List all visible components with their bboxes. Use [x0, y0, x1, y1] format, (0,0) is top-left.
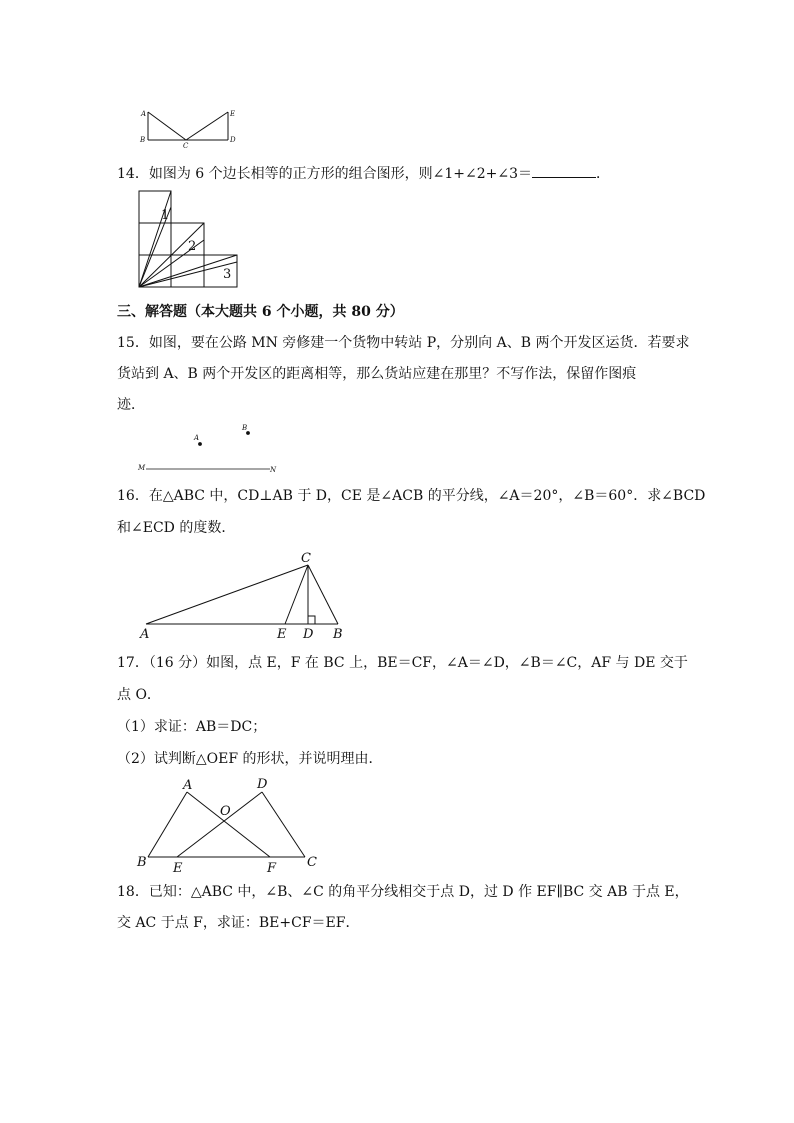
label-b: B — [137, 855, 147, 870]
label-a: A — [140, 627, 150, 642]
q14-end: ． — [596, 166, 610, 182]
question-18-line1: 18．已知：△ABC 中，∠B、∠C 的角平分线相交于点 D，过 D 作 EF∥BC 交 AB 于点 E， — [117, 884, 689, 900]
angle-label-3: 3 — [223, 267, 232, 282]
question-18-line2: 交 AC 于点 F，求证：BE+CF＝EF． — [117, 915, 360, 931]
question-17-line1: 17．（16 分）如图，点 E，F 在 BC 上，BE＝CF，∠A＝∠D，∠B＝∠C，AF 与 DE 交于 — [117, 655, 688, 671]
label-o: O — [220, 804, 231, 819]
label-a: A — [194, 434, 200, 442]
question-16-line2: 和∠ECD 的度数． — [117, 520, 236, 536]
label-c: C — [183, 142, 189, 150]
label-e: E — [230, 110, 236, 118]
angle-label-1: 1 — [161, 208, 170, 223]
label-b: B — [140, 136, 146, 144]
label-c: C — [301, 551, 311, 566]
figure-q17 — [135, 774, 325, 874]
label-b: B — [333, 627, 343, 642]
label-a: A — [141, 110, 147, 118]
figure-q14-squares — [138, 190, 240, 292]
figure-q16 — [138, 550, 348, 642]
question-17-part1: （1）求证：AB＝DC； — [117, 719, 267, 735]
question-15-line3: 迹． — [117, 397, 145, 413]
answer-blank[interactable] — [532, 165, 596, 178]
label-f: F — [267, 861, 277, 876]
figure-q15 — [138, 422, 278, 472]
label-b: B — [242, 424, 248, 432]
q14-text: 14．如图为 6 个边长相等的正方形的组合图形，则∠1+∠2+∠3＝ — [117, 166, 532, 182]
label-m: M — [138, 464, 146, 472]
label-e: E — [173, 861, 183, 876]
question-16-line1: 16．在△ABC 中，CD⊥AB 于 D，CE 是∠ACB 的平分线，∠A＝20°，∠B＝60°．求∠BCD — [117, 488, 706, 504]
label-a: A — [183, 778, 193, 793]
label-n: N — [270, 466, 277, 474]
question-15-line1: 15．如图，要在公路 MN 旁修建一个货物中转站 P，分别向 A、B 两个开发区运货．若要求 — [117, 335, 690, 351]
label-d: D — [303, 627, 314, 642]
question-15-line2: 货站到 A、B 两个开发区的距离相等，那么货站应建在那里？不写作法，保留作图痕 — [117, 366, 637, 382]
question-17-part2: （2）试判断△OEF 的形状，并说明理由． — [117, 751, 383, 767]
section-title: 三、解答题（本大题共 6 个小题，共 80 分） — [117, 304, 404, 320]
figure-q13 — [140, 108, 240, 150]
label-d: D — [230, 136, 236, 144]
question-14 — [117, 164, 610, 184]
label-c: C — [307, 855, 317, 870]
label-e: E — [277, 627, 287, 642]
angle-label-2: 2 — [188, 239, 197, 254]
question-17-line2: 点 O． — [117, 687, 161, 703]
label-d: D — [257, 777, 268, 792]
